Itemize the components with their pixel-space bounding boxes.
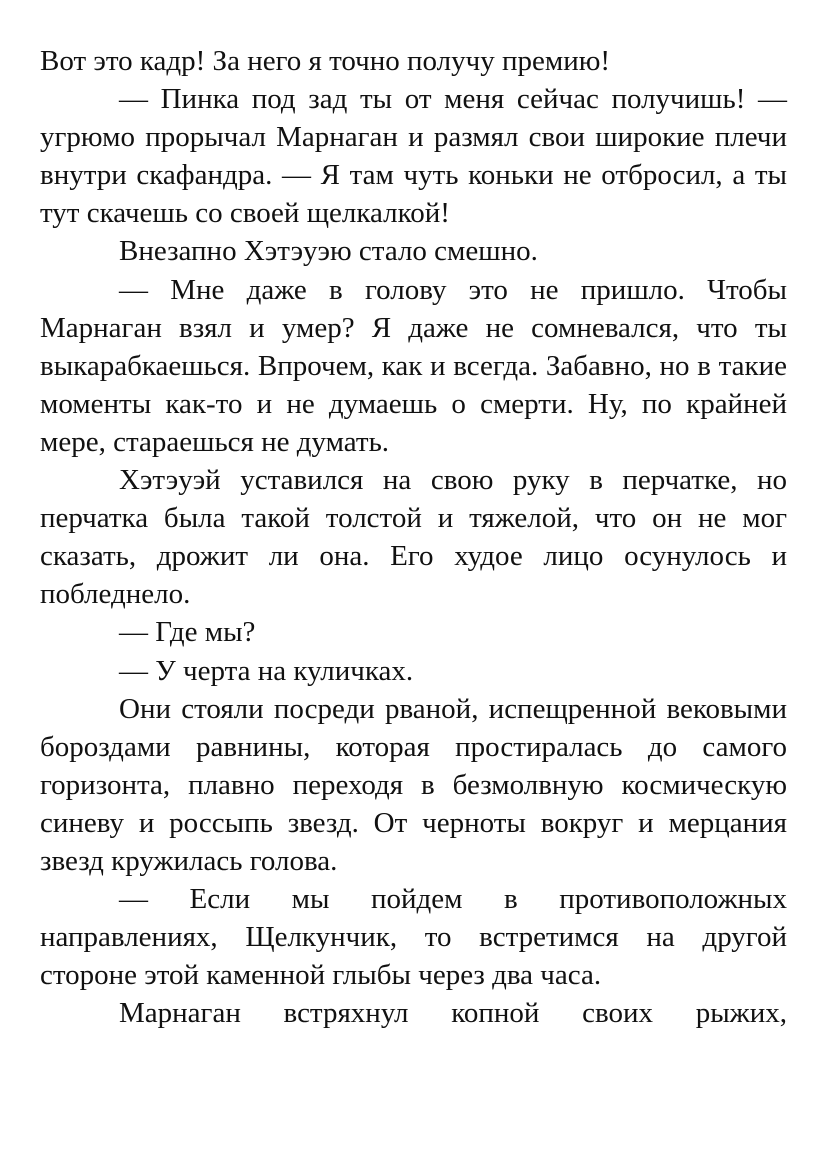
paragraph-4: — Мне даже в голову это не пришло. Чтобы Марнаган взял и умер? Я даже не сомневался, что ты выкарабкаешься. Впрочем, как и всегда. Забавно, но в такие моменты как-то и не думаешь о смерти. Ну, по крайней мере, стараешься не думать. xyxy=(40,273,787,458)
paragraph-3: Внезапно Хэтэуэю стало смешно. xyxy=(119,235,538,268)
paragraph-2: — Пинка под зад ты от меня сейчас получишь! — угрюмо прорычал Марнаган и размял свои широкие плечи внутри скафандра. — Я там чуть коньки не отбросил, а ты тут скачешь со своей щелкалкой! xyxy=(40,83,787,230)
paragraph-10: Марнаган встряхнул копной своих рыжих, xyxy=(119,997,787,1030)
paragraph-5: Хэтэуэй уставился на свою руку в перчатке, но перчатка была такой толстой и тяжелой, что он не мог сказать, дрожит ли она. Его худое лицо осунулось и побледнело. xyxy=(40,464,787,611)
paragraph-8: Они стояли посреди рваной, испещренной вековыми бороздами равнины, которая простиралась до самого горизонта, плавно переходя в безмолвную космическую синеву и россыпь звезд. От черноты вокруг и мерцания звезд кружилась голова. xyxy=(40,692,787,877)
paragraph-1: Вот это кадр! За него я точно получу премию! xyxy=(40,45,611,77)
paragraph-6: — Где мы? xyxy=(119,616,256,649)
paragraph-7: — У черта на куличках. xyxy=(119,654,414,687)
paragraph-9: — Если мы пойдем в противоположных направлениях, Щелкунчик, то встретимся на другой стороне этой каменной глыбы через два часа. xyxy=(40,883,787,992)
document-page xyxy=(40,42,787,1032)
